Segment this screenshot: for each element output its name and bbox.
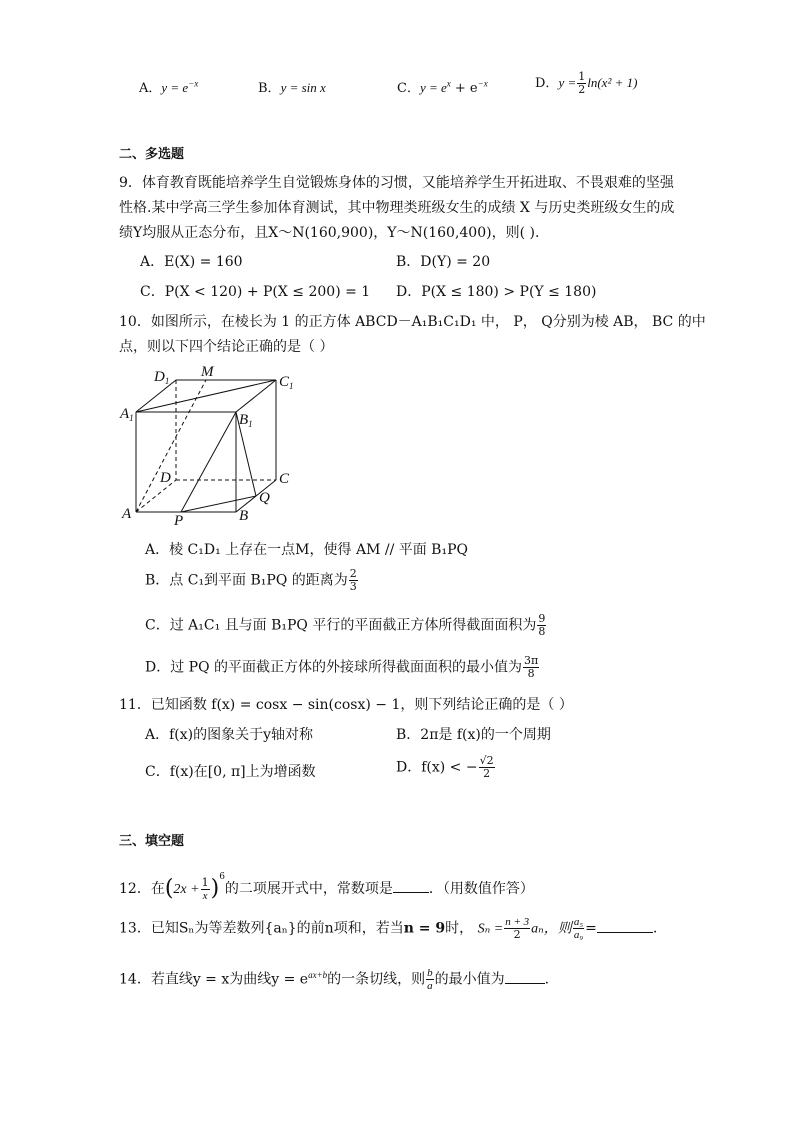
label-d1: $D_1$ bbox=[154, 369, 170, 386]
label-a1: $A_1$ bbox=[120, 406, 134, 423]
label-c: C bbox=[279, 471, 290, 487]
label-c1: $C_1$ bbox=[279, 374, 294, 391]
q13-stem: 13．已知Sₙ为等差数列{aₙ}的前n项和，若当n = 9时， Sₙ = $\frac{n + 3}{2}$ aₙ，则 $\frac{\text{a₅}}{\text{a₉}}$ = . bbox=[119, 916, 658, 941]
q9-option-d: D．P(X ≤ 180) > P(Y ≤ 180) bbox=[396, 284, 597, 300]
q9-stem-line1: 9．体育教育既能培养学生自觉锻炼身体的习惯，又能培养学生开拓进取、不畏艰难的坚强 bbox=[119, 175, 674, 191]
q10-option-d: D．过 PQ 的平面截正方体的外接球所得截面面积的最小值为 $\frac{3\pi}{8}$ bbox=[145, 654, 539, 680]
label-b1: $B_1$ bbox=[239, 412, 253, 429]
q9-stem-line2: 性格.某中学高三学生参加体育测试，其中物理类班级女生的成绩 X 与历史类班级女生的成 bbox=[119, 200, 675, 216]
section-heading-fill-in: 三、填空题 bbox=[119, 834, 185, 849]
q11-option-c: C．f(x)在[0, π]上为增函数 bbox=[145, 764, 316, 780]
q8-option-b: B．y = sin x bbox=[258, 80, 326, 96]
q9-stem-line3: 绩Y均服从正态分布，且X～N(160,900)，Y～N(160,400)，则( ). bbox=[119, 225, 540, 241]
q8-option-a: A．$y = e^{-x}$ bbox=[139, 78, 199, 96]
section-heading-multiple-choice: 二、多选题 bbox=[119, 147, 185, 162]
q9-option-b: B．D(Y) = 20 bbox=[396, 254, 491, 270]
label-b: B bbox=[239, 508, 249, 524]
q10-stem-line2: 点，则以下四个结论正确的是（ ） bbox=[119, 339, 334, 355]
q11-option-d: D．f(x) < − $\frac{√2}{2}$ bbox=[396, 754, 494, 780]
label-q: Q bbox=[259, 490, 270, 506]
q12-answer-blank[interactable] bbox=[393, 878, 429, 893]
q10-option-c: C．过 A₁C₁ 且与面 B₁PQ 平行的平面截正方体所得截面面积为 $\frac{9}{8}$ bbox=[145, 612, 546, 638]
label-m: M bbox=[201, 364, 214, 380]
q11-option-b: B．2π是 f(x)的一个周期 bbox=[396, 727, 551, 743]
q9-option-c: C．P(X < 120) + P(X ≤ 200) = 1 bbox=[140, 284, 371, 300]
q12-stem: 12．在(2x + $\frac{1}{x}$ )$^6$的二项展开式中，常数项是 ．（用数值作答） bbox=[119, 872, 534, 902]
q13-answer-blank[interactable] bbox=[597, 918, 653, 933]
label-a: A bbox=[122, 506, 132, 522]
q10-option-a: A．棱 C₁D₁ 上存在一点M，使得 AM // 平面 B₁PQ bbox=[145, 542, 468, 558]
q8-option-d: D．y = $\frac{1}{2}$ ln(x² + 1) bbox=[535, 70, 638, 96]
q8-option-c: C．$y = e^x + e^{-x}$ bbox=[397, 78, 488, 96]
q14-answer-blank[interactable] bbox=[505, 969, 545, 984]
q10-option-b: B．点 C₁到平面 B₁PQ 的距离为 $\frac{2}{3}$ bbox=[145, 567, 357, 593]
q11-option-a: A．f(x)的图象关于y轴对称 bbox=[145, 727, 314, 743]
q9-option-a: A．E(X) = 160 bbox=[140, 254, 243, 270]
q10-stem-line1: 10．如图所示，在棱长为 1 的正方体 ABCD－A₁B₁C₁D₁ 中， P， Q分别为棱 AB， BC 的中 bbox=[119, 314, 706, 330]
label-d: D bbox=[160, 470, 171, 486]
cube-figure bbox=[118, 362, 308, 530]
q14-stem: 14．若直线y = x为曲线$y = e^{ax+b}$的一条切线，则 $\frac{b}{a}$ 的最小值为 . bbox=[119, 967, 550, 993]
q11-stem: 11．已知函数 f(x) = cosx − sin(cosx) − 1，则下列结论正确的是（ ） bbox=[119, 697, 573, 713]
label-p: P bbox=[174, 513, 184, 529]
